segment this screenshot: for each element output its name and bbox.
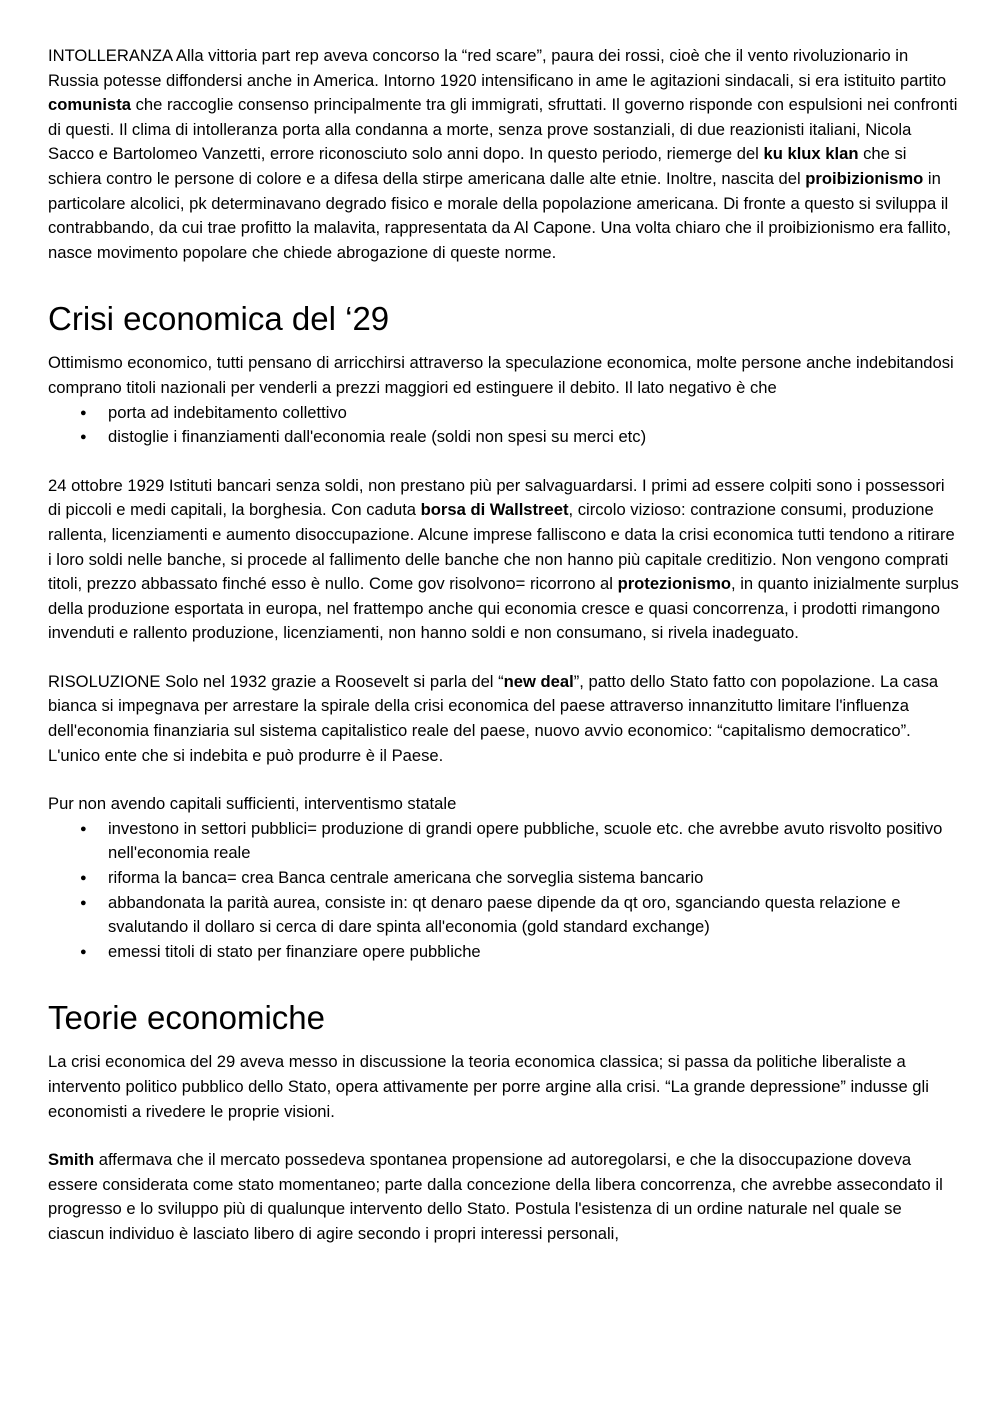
paragraph-smith	[48, 1148, 960, 1246]
bold-term: proibizionismo	[805, 168, 924, 188]
heading-teorie-economiche: Teorie economiche	[48, 999, 325, 1037]
bold-term: protezionismo	[617, 574, 731, 594]
bold-term: comunista	[48, 95, 131, 115]
list-item: ● investono in settori pubblici= produzione di grandi opere pubbliche, scuole etc. che avrebbe avuto risvolto positivo nell'economia reale	[108, 817, 960, 866]
list-item: ● riforma la banca= crea Banca centrale americana che sorveglia sistema bancario	[108, 866, 960, 891]
text-run: La crisi economica del 29 aveva messo in discussione la teoria economica classica; si passa da politiche liberaliste a intervento politico pubblico dello Stato, opera attivamente per porre argine alla crisi. “La grande depressione” indusse gli economisti a rivedere le proprie visioni.	[48, 1052, 929, 1121]
paragraph-crisi-29-teoria	[48, 1050, 960, 1124]
paragraph-interventismo	[48, 792, 960, 817]
bullet-list-lato-negativo	[48, 401, 960, 450]
list-item: ● distoglie i finanziamenti dall'economia reale (soldi non spesi su merci etc)	[108, 425, 960, 450]
paragraph-24-ottobre	[48, 474, 960, 646]
text-run: , circolo vizioso: contrazione consumi, produzione rallenta, licenziamenti e aumento disoccupazione. Alcune imprese falliscono e data la crisi economica tutti tendono a ritirare i loro soldi nelle banche, si procede al fallimento delle banche che non hanno più capitale creditizio. Non vengono comprati titoli, prezzo abbassato finché esso è nullo. Come gov risolvono= ricorrono al	[48, 500, 955, 594]
bold-term: ku klux klan	[763, 144, 859, 164]
text-run: Pur non avendo capitali sufficienti, interventismo statale	[48, 794, 457, 814]
text-run: Ottimismo economico, tutti pensano di arricchirsi attraverso la speculazione economica, molte persone anche indebitandosi comprano titoli nazionali per venderli a prezzi maggiori ed estinguere il debito. Il lato negativo è che	[48, 353, 954, 397]
text-run: ”, patto dello Stato fatto con popolazione. La casa bianca si impegnava per arrestare la spirale della crisi economica del paese attraverso innanzitutto limitare l'influenza dell'economia finanziaria sul sistema capitalistico reale del paese, nuovo avvio economico: “capitalismo democratico”. L'unico ente che si indebita e può produrre è il Paese.	[48, 671, 939, 765]
text-run: in particolare alcolici, pk determinavano degrado fisico e morale della popolazione americana. Di fronte a questo si sviluppa il contrabbando, da cui trae profitto la malavita, rappresentata da Al Capone. Una volta chiaro che il proibizionismo era fallito, nasce movimento popolare che chiede abrogazione di queste norme.	[48, 168, 952, 262]
bullet-list-interventismo	[48, 817, 960, 965]
paragraph-ottimismo	[48, 351, 960, 400]
text-run: che si schiera contro le persone di colore e a difesa della stirpe americana dalle alte etnie. Inoltre, nascita del	[48, 144, 907, 188]
bold-term: borsa di Wallstreet	[420, 500, 569, 520]
bold-term: Smith	[48, 1150, 95, 1170]
list-item: ● emessi titoli di stato per finanziare opere pubbliche	[108, 940, 960, 965]
text-run: affermava che il mercato possedeva spontanea propensione ad autoregolarsi, e che la disoccupazione doveva essere considerata come stato momentaneo; parte dalla concezione della libera concorrenza, che avrebbe assecondato il progresso e lo sviluppo più di qualunque intervento dello Stato. Postula l'esistenza di un ordine naturale nel quale se ciascun individuo è lasciato libero di agire secondo i propri interessi personali,	[48, 1150, 943, 1243]
text-run: , in quanto inizialmente surplus della produzione esportata in europa, nel frattempo anche qui economia cresce e quasi concorrenza, i prodotti rimangono invenduti e rallento produzione, licenziamenti, non hanno soldi e non consumano, si rivela inadeguato.	[48, 574, 959, 643]
list-item: ● abbandonata la parità aurea, consiste in: qt denaro paese dipende da qt oro, sganciando questa relazione e svalutando il dollaro si cerca di dare spinta all'economia (gold standard exchange)	[108, 891, 960, 940]
heading-crisi-economica: Crisi economica del ‘29	[48, 300, 390, 338]
text-run: che raccoglie consenso principalmente tra gli immigrati, sfruttati. Il governo risponde con espulsioni nei confronti di questi. Il clima di intolleranza porta alla condanna a morte, senza prove sostanziali, di due reazionisti italiani, Nicola Sacco e Bartolomeo Vanzetti, errore riconosciuto solo anni dopo. In questo periodo, riemerge del	[48, 95, 958, 164]
text-run: RISOLUZIONE Solo nel 1932 grazie a Roosevelt si parla del “	[48, 671, 504, 691]
paragraph-risoluzione	[48, 670, 960, 768]
list-item: ● porta ad indebitamento collettivo	[108, 401, 960, 426]
document-page	[48, 44, 960, 1247]
text-run: 24 ottobre 1929 Istituti bancari senza soldi, non prestano più per salvaguardarsi. I primi ad essere colpiti sono i possessori di piccoli e medi capitali, la borghesia. Con caduta	[48, 475, 945, 520]
text-run: INTOLLERANZA Alla vittoria part rep aveva concorso la “red scare”, paura dei rossi, cioè che il vento rivoluzionario in Russia potesse diffondersi anche in America. Intorno 1920 intensificano in ame le agitazioni sindacali, si era istituito partito	[48, 46, 947, 90]
bold-term: new deal	[503, 671, 574, 691]
paragraph-intolleranza	[48, 44, 960, 265]
